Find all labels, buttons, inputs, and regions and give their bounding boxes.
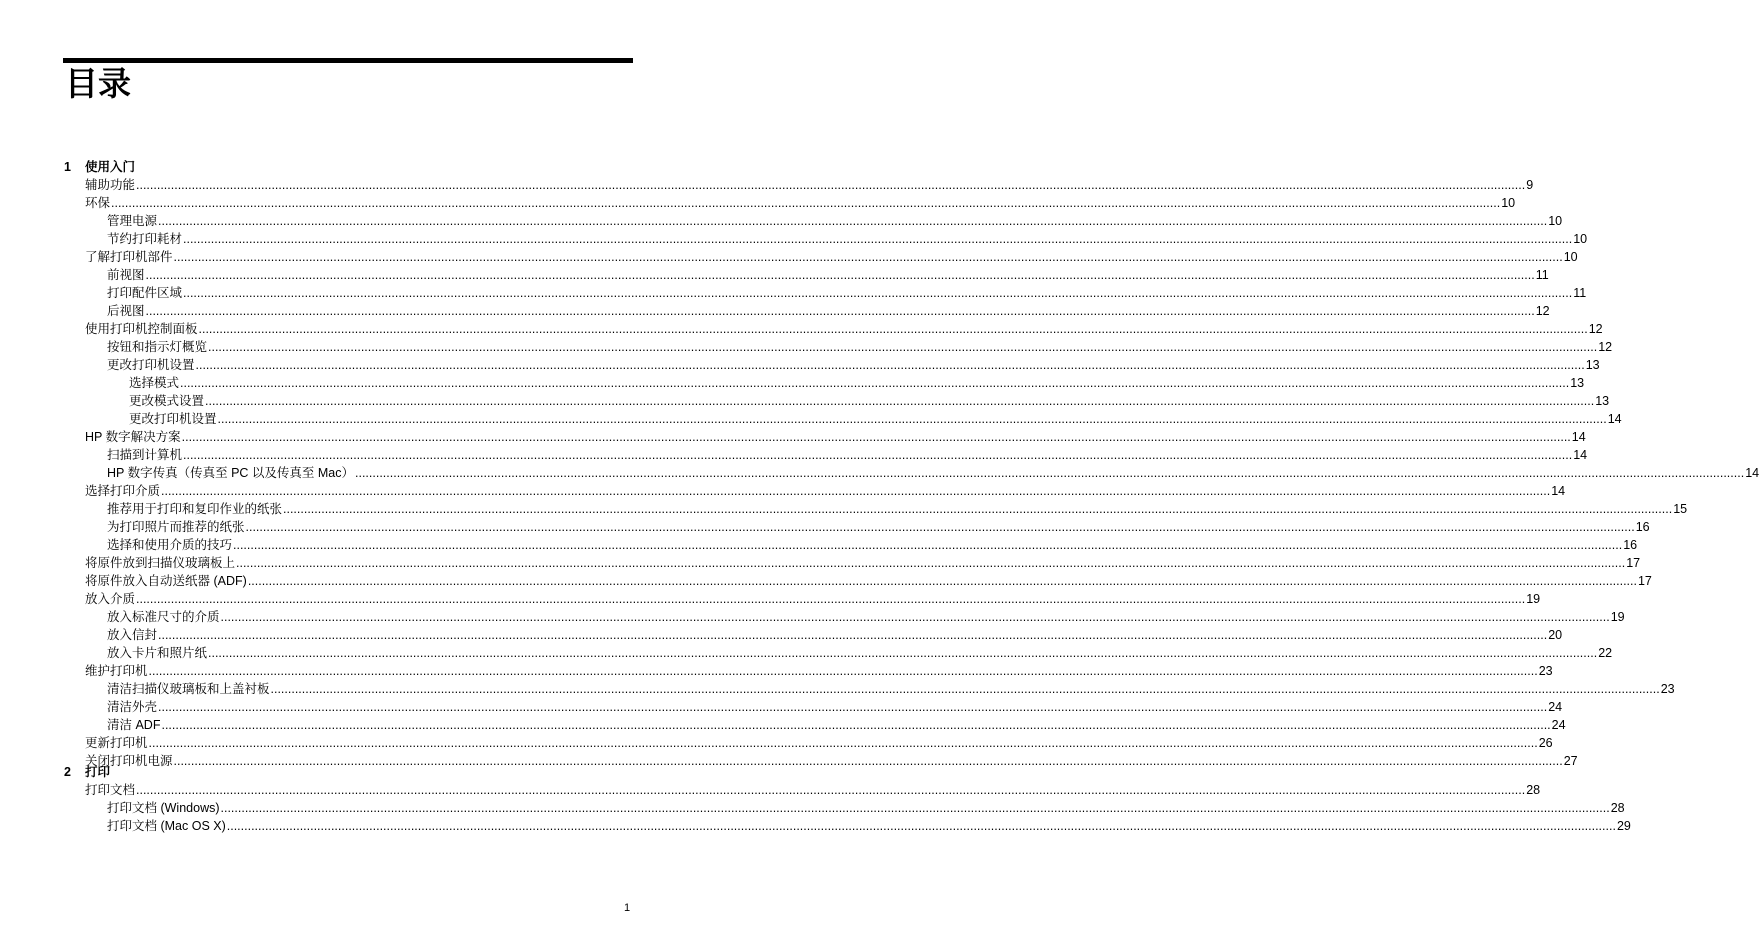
toc-entry-page: 9 [1526,178,1534,192]
toc-entry-text: 放入信封 [107,628,158,642]
toc-entry[interactable] [107,212,1563,230]
toc-entry[interactable] [85,734,1553,752]
toc-entry[interactable] [107,626,1563,644]
toc-entry[interactable] [107,518,1650,536]
toc-entry-text: 更新打印机 [85,736,148,750]
toc-entry[interactable] [85,590,1541,608]
dot-leader: ................................................................................................................................................................................................................................................................................................................................................................................................................ [145,304,1535,318]
toc-entry-page: 12 [1588,322,1603,336]
dot-leader: ................................................................................................................................................................................................................................................................................................................................................................................................................ [226,819,1616,833]
toc-entry-text: 前视图 [107,268,145,282]
toc-entry[interactable] [107,536,1638,554]
toc-entry-page: 28 [1526,783,1541,797]
toc-entry-page: 14 [1607,412,1622,426]
dot-leader: ................................................................................................................................................................................................................................................................................................................................................................................................................ [283,502,1673,516]
toc-entry-text: 清洁扫描仪玻璃板和上盖衬板 [107,682,270,696]
toc-entry-text: 将原件放到扫描仪玻璃板上 [85,556,236,570]
toc-entry[interactable] [107,230,1588,248]
toc-entry[interactable] [85,572,1652,590]
dot-leader: ................................................................................................................................................................................................................................................................................................................................................................................................................ [247,574,1637,588]
dot-leader: ................................................................................................................................................................................................................................................................................................................................................................................................................ [136,592,1526,606]
toc-entry-text: 清洁外壳 [107,700,158,714]
toc-entry-page: 22 [1598,646,1613,660]
dot-leader: ................................................................................................................................................................................................................................................................................................................................................................................................................ [205,394,1595,408]
toc-entry[interactable] [107,338,1613,356]
toc-entry[interactable] [107,799,1625,817]
toc-entry-text: HP 数字传真（传真至 PC 以及传真至 Mac） [107,466,355,480]
toc-entry[interactable] [129,392,1610,410]
toc-entry[interactable] [85,248,1578,266]
dot-leader: ................................................................................................................................................................................................................................................................................................................................................................................................................ [148,664,1538,678]
dot-leader: ................................................................................................................................................................................................................................................................................................................................................................................................................ [355,466,1745,480]
toc-entry-text: 维护打印机 [85,664,148,678]
toc-entry[interactable] [107,608,1625,626]
dot-leader: ................................................................................................................................................................................................................................................................................................................................................................................................................ [220,801,1610,815]
toc-entry-text: 打印文档 [85,783,136,797]
toc-entry-text: 使用打印机控制面板 [85,322,198,336]
dot-leader: ................................................................................................................................................................................................................................................................................................................................................................................................................ [111,196,1501,210]
toc-entry-text: 放入卡片和照片纸 [107,646,208,660]
dot-leader: ................................................................................................................................................................................................................................................................................................................................................................................................................ [181,430,1571,444]
toc-entry-text: 更改打印机设置 [129,412,217,426]
toc-entry[interactable] [107,500,1688,518]
toc-entry-text: 辅助功能 [85,178,136,192]
dot-leader: ................................................................................................................................................................................................................................................................................................................................................................................................................ [208,340,1598,354]
toc-entry-text: 按钮和指示灯概览 [107,340,208,354]
toc-entry-page: 24 [1548,700,1563,714]
dot-leader: ................................................................................................................................................................................................................................................................................................................................................................................................................ [236,556,1626,570]
toc-entry-text: 放入标准尺寸的介质 [107,610,220,624]
toc-entry-page: 24 [1551,718,1566,732]
toc-entry-text: 关闭打印机电源 [85,754,173,768]
toc-entry[interactable] [85,752,1578,770]
dot-leader: ................................................................................................................................................................................................................................................................................................................................................................................................................ [198,322,1588,336]
toc-entry-page: 14 [1571,430,1586,444]
toc-entry-text: 环保 [85,196,111,210]
toc-entry[interactable] [85,482,1566,500]
toc-entry-page: 26 [1538,736,1553,750]
toc-entry-text: 为打印照片而推荐的纸张 [107,520,245,534]
dot-leader: ................................................................................................................................................................................................................................................................................................................................................................................................................ [183,286,1573,300]
toc-entry-page: 27 [1563,754,1578,768]
toc-entry[interactable] [107,817,1631,835]
dot-leader: ................................................................................................................................................................................................................................................................................................................................................................................................................ [136,178,1526,192]
toc-entry[interactable] [85,194,1516,212]
toc-entry-page: 16 [1623,538,1638,552]
toc-entry-page: 12 [1598,340,1613,354]
dot-leader: ................................................................................................................................................................................................................................................................................................................................................................................................................ [173,754,1563,768]
dot-leader: ................................................................................................................................................................................................................................................................................................................................................................................................................ [183,448,1573,462]
toc-entry-text: 将原件放入自动送纸器 (ADF) [85,574,247,588]
toc-entry[interactable] [85,554,1641,572]
toc-entry[interactable] [107,266,1549,284]
dot-leader: ................................................................................................................................................................................................................................................................................................................................................................................................................ [173,250,1563,264]
toc-entry-page: 16 [1635,520,1650,534]
chapter-title: 使用入门 [85,160,136,174]
toc-entry[interactable] [107,698,1563,716]
dot-leader: ................................................................................................................................................................................................................................................................................................................................................................................................................ [158,214,1548,228]
toc-entry-page: 10 [1563,250,1578,264]
toc-entry-page: 15 [1673,502,1688,516]
toc-entry-text: 了解打印机部件 [85,250,173,264]
toc-entry-page: 29 [1616,819,1631,833]
chapter-number: 2 [64,765,71,779]
page-number: 1 [624,902,631,914]
toc-entry[interactable] [107,284,1587,302]
toc-entry-page: 19 [1526,592,1541,606]
toc-entry[interactable] [85,428,1586,446]
toc-entry-page: 13 [1570,376,1585,390]
toc-entry-page: 20 [1548,628,1563,642]
toc-entry-page: 13 [1585,358,1600,372]
dot-leader: ................................................................................................................................................................................................................................................................................................................................................................................................................ [136,783,1526,797]
toc-entry[interactable] [85,781,1541,799]
toc-entry[interactable] [107,716,1566,734]
toc-entry-text: HP 数字解决方案 [85,430,181,444]
toc-entry-page: 13 [1595,394,1610,408]
toc-entry-text: 打印文档 (Windows) [107,801,220,815]
toc-entry[interactable] [107,680,1675,698]
toc-entry-page: 19 [1610,610,1625,624]
dot-leader: ................................................................................................................................................................................................................................................................................................................................................................................................................ [180,376,1570,390]
toc-entry-text: 更改模式设置 [129,394,205,408]
dot-leader: ................................................................................................................................................................................................................................................................................................................................................................................................................ [208,646,1598,660]
toc-entry[interactable] [85,176,1534,194]
dot-leader: ................................................................................................................................................................................................................................................................................................................................................................................................................ [161,484,1551,498]
dot-leader: ................................................................................................................................................................................................................................................................................................................................................................................................................ [158,628,1548,642]
toc-entry-text: 选择打印介质 [85,484,161,498]
toc-entry-page: 10 [1548,214,1563,228]
chapter-title: 打印 [85,765,111,779]
toc-entry-text: 打印配件区域 [107,286,183,300]
toc-entry[interactable] [129,410,1622,428]
toc-entry-text: 节约打印耗材 [107,232,183,246]
toc-entry-text: 管理电源 [107,214,158,228]
toc-entry[interactable] [107,644,1613,662]
dot-leader: ................................................................................................................................................................................................................................................................................................................................................................................................................ [245,520,1635,534]
toc-entry-text: 选择和使用介质的技巧 [107,538,233,552]
dot-leader: ................................................................................................................................................................................................................................................................................................................................................................................................................ [270,682,1660,696]
toc-entry-page: 17 [1637,574,1652,588]
toc-entry[interactable] [107,446,1588,464]
toc-entry-page: 17 [1626,556,1641,570]
toc-entry-page: 14 [1745,466,1759,480]
dot-leader: ................................................................................................................................................................................................................................................................................................................................................................................................................ [145,268,1535,282]
toc-entry[interactable] [85,320,1603,338]
toc-entry-text: 扫描到计算机 [107,448,183,462]
toc-entry[interactable] [107,464,1759,482]
toc-entry-page: 10 [1573,232,1588,246]
dot-leader: ................................................................................................................................................................................................................................................................................................................................................................................................................ [148,736,1538,750]
toc-entry[interactable] [107,302,1550,320]
dot-leader: ................................................................................................................................................................................................................................................................................................................................................................................................................ [158,700,1548,714]
toc-entry-page: 11 [1573,286,1587,300]
dot-leader: ................................................................................................................................................................................................................................................................................................................................................................................................................ [233,538,1623,552]
toc-entry-page: 14 [1573,448,1588,462]
toc-entry-text: 后视图 [107,304,145,318]
top-rule [63,58,633,63]
toc-entry-page: 23 [1538,664,1553,678]
dot-leader: ................................................................................................................................................................................................................................................................................................................................................................................................................ [195,358,1585,372]
dot-leader: ................................................................................................................................................................................................................................................................................................................................................................................................................ [217,412,1607,426]
toc-entry-text: 选择模式 [129,376,180,390]
toc-entry-page: 10 [1501,196,1516,210]
dot-leader: ................................................................................................................................................................................................................................................................................................................................................................................................................ [161,718,1551,732]
toc-entry-page: 23 [1660,682,1675,696]
page-title: 目录 [65,64,131,103]
toc-entry-text: 推荐用于打印和复印作业的纸张 [107,502,283,516]
chapter-number: 1 [64,160,71,174]
toc-entry-page: 28 [1610,801,1625,815]
toc-entry-page: 14 [1551,484,1566,498]
toc-entry-text: 清洁 ADF [107,718,161,732]
toc-entry-page: 12 [1535,304,1550,318]
toc-entry-text: 更改打印机设置 [107,358,195,372]
toc-entry-text: 放入介质 [85,592,136,606]
toc-entry[interactable] [107,356,1600,374]
toc-entry[interactable] [129,374,1585,392]
toc-entry-text: 打印文档 (Mac OS X) [107,819,226,833]
dot-leader: ................................................................................................................................................................................................................................................................................................................................................................................................................ [183,232,1573,246]
dot-leader: ................................................................................................................................................................................................................................................................................................................................................................................................................ [220,610,1610,624]
toc-entry[interactable] [85,662,1553,680]
toc-entry-page: 11 [1535,268,1549,282]
